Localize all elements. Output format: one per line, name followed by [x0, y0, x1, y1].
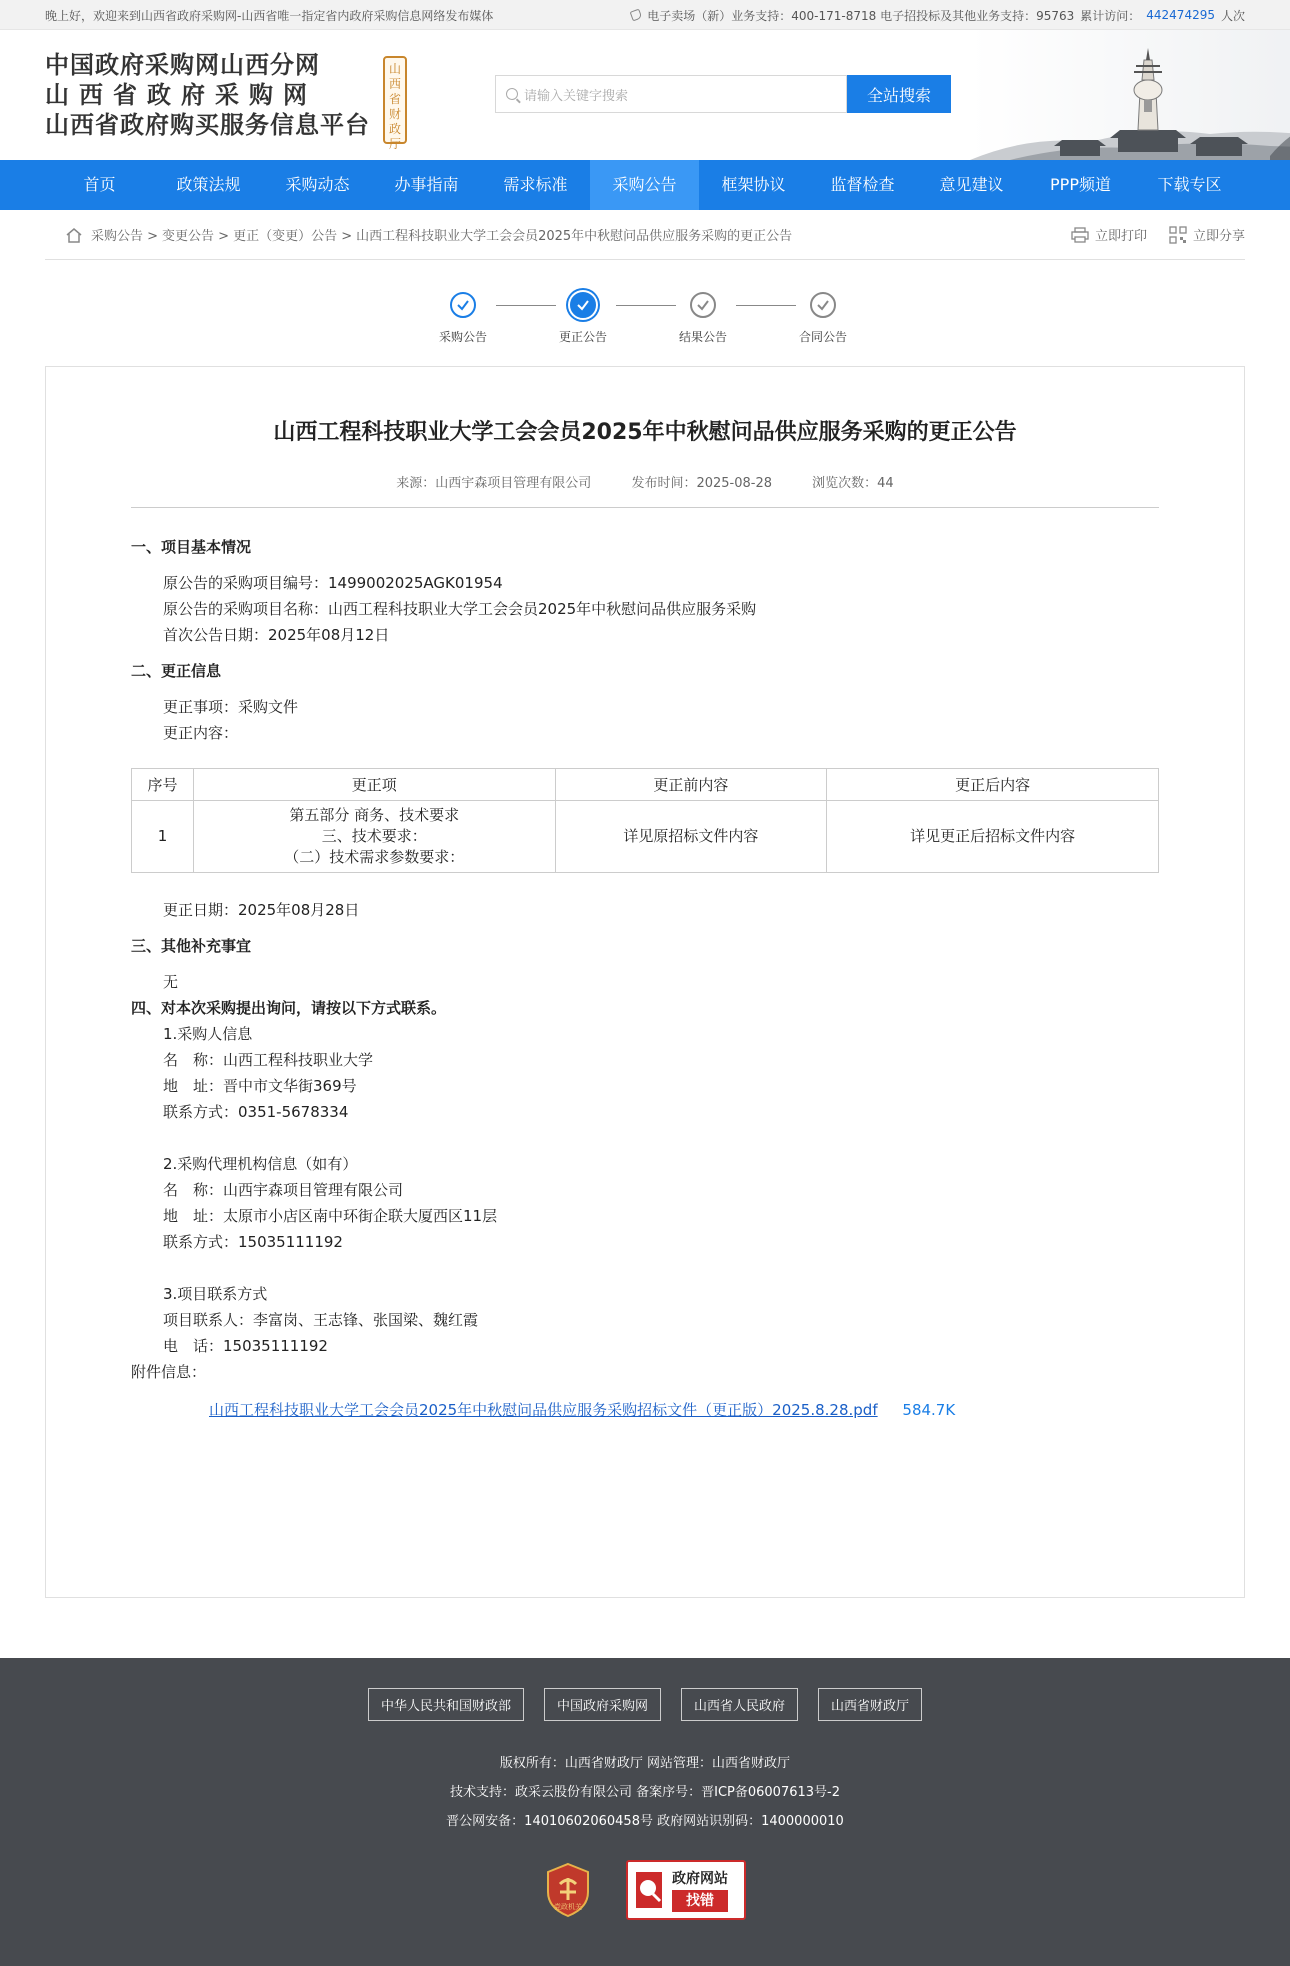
- footer-links: [0, 1688, 1290, 1721]
- table-header: 更正前内容: [555, 769, 827, 801]
- phone-icon: [630, 9, 643, 22]
- magnifier-icon: [632, 1868, 668, 1912]
- correction-content-label: 更正内容：: [163, 724, 239, 742]
- project-name: 原公告的采购项目名称：山西工程科技职业大学工会会员2025年中秋慰问品供应服务采购: [163, 600, 757, 618]
- footer-copyright: 版权所有：山西省财政厅 网站管理：山西省财政厅: [499, 1756, 791, 1771]
- breadcrumb-current: 山西工程科技职业大学工会会员2025年中秋慰问品供应服务采购的更正公告: [356, 229, 793, 244]
- article-body: [131, 534, 1159, 1423]
- check-icon: [450, 292, 476, 318]
- footer-link-shanxi-gov[interactable]: 山西省人民政府: [681, 1688, 798, 1721]
- section-heading: 二、更正信息: [131, 662, 222, 680]
- page-tools: [1071, 225, 1245, 244]
- welcome-text: 晚上好，欢迎来到山西省政府采购网-山西省唯一指定省内政府采购信息网络发布媒体: [45, 8, 494, 23]
- search-button[interactable]: 全站搜索: [847, 75, 951, 113]
- breadcrumb-bar: [45, 210, 1245, 260]
- print-label: 立即打印: [1094, 229, 1147, 244]
- nav-news[interactable]: 采购动态: [285, 175, 350, 194]
- site-footer: [0, 1658, 1290, 1966]
- step-procurement[interactable]: [423, 292, 503, 345]
- table-row: [132, 801, 1159, 873]
- badge2-top: 政府网站: [672, 1871, 728, 1887]
- correction-table: [131, 768, 1159, 873]
- step-correction[interactable]: [543, 292, 623, 345]
- purchaser-name: 名 称：山西工程科技职业大学: [163, 1051, 374, 1069]
- check-icon: [570, 292, 596, 318]
- project-phone: 电 话：15035111192: [163, 1337, 328, 1355]
- attachment-label: 附件信息：: [131, 1363, 207, 1381]
- breadcrumb-correction[interactable]: 更正（变更）公告 >: [233, 229, 353, 244]
- table-cell-no: 1: [132, 801, 194, 873]
- section-heading: 四、对本次采购提出询问，请按以下方式联系。: [131, 999, 447, 1017]
- project-code: 原公告的采购项目编号：1499002025AGK01954: [163, 574, 503, 592]
- visits-unit: 人次: [1220, 8, 1245, 23]
- agency-title: 2.采购代理机构信息（如有）: [163, 1155, 358, 1173]
- footer-link-mof[interactable]: 中华人民共和国财政部: [368, 1688, 524, 1721]
- main-nav: [0, 160, 1290, 210]
- article-views: 浏览次数：44: [812, 476, 894, 491]
- agency-phone: 联系方式：15035111192: [163, 1233, 343, 1251]
- print-button[interactable]: [1071, 225, 1147, 244]
- logo-line-3: 山西省政府购买服务信息平台: [45, 110, 370, 139]
- step-result[interactable]: [663, 292, 743, 345]
- agency-address: 地 址：太原市小店区南中环街企联大厦西区11层: [163, 1207, 498, 1225]
- step-label: 结果公告: [678, 330, 727, 344]
- check-icon: [690, 292, 716, 318]
- nav-ppp[interactable]: PPP频道: [1050, 175, 1111, 194]
- party-govt-badge-icon[interactable]: [544, 1862, 592, 1918]
- report-error-badge[interactable]: [626, 1860, 746, 1920]
- section-heading: 一、项目基本情况: [131, 538, 252, 556]
- logo-line-2: 山西省政府采购网: [45, 80, 317, 109]
- visits-label: 累计访问：: [1080, 8, 1141, 23]
- nav-downloads[interactable]: 下载专区: [1157, 175, 1222, 194]
- step-label: 更正公告: [558, 330, 607, 344]
- footer-link-finance-dept[interactable]: 山西省财政厅: [818, 1688, 922, 1721]
- share-label: 立即分享: [1192, 229, 1245, 244]
- nav-supervision[interactable]: 监督检查: [830, 175, 895, 194]
- purchaser-address: 地 址：晋中市文华街369号: [163, 1077, 357, 1095]
- nav-guide[interactable]: 办事指南: [394, 175, 459, 194]
- nav-announcements[interactable]: 采购公告: [590, 160, 699, 210]
- table-cell-item: [193, 801, 555, 873]
- home-icon[interactable]: [65, 227, 83, 243]
- printer-icon: [1071, 227, 1089, 243]
- attachment-size: 584.7K: [902, 1401, 956, 1419]
- table-cell-after: 详见更正后招标文件内容: [827, 801, 1159, 873]
- article-panel: [45, 366, 1245, 1598]
- footer-info: [0, 1749, 1290, 1836]
- attachment-row: [131, 1397, 1159, 1423]
- breadcrumb-change[interactable]: 变更公告 >: [162, 229, 230, 244]
- logo-line-1: 中国政府采购网山西分网: [45, 50, 320, 79]
- search-input[interactable]: [495, 75, 847, 113]
- top-strip: [0, 0, 1290, 30]
- footer-security-record: 晋公网安备：14010602060458号 政府网站识别码：1400000010: [446, 1814, 844, 1829]
- project-contact-title: 3.项目联系方式: [163, 1285, 268, 1303]
- article-source: 来源：山西宇森项目管理有限公司: [396, 476, 592, 491]
- qr-code-icon: [1169, 226, 1187, 244]
- visits-count: 442474295: [1146, 8, 1215, 22]
- nav-framework[interactable]: 框架协议: [721, 175, 786, 194]
- check-icon: [810, 292, 836, 318]
- support-text: 电子卖场（新）业务支持：400-171-8718 电子招投标及其他业务支持：95763: [647, 8, 1075, 23]
- site-search: [495, 75, 951, 113]
- site-header: [0, 30, 1290, 160]
- breadcrumb-procurement[interactable]: 采购公告 >: [91, 229, 159, 244]
- badge1-label: 党政机关: [554, 1903, 582, 1911]
- nav-feedback[interactable]: 意见建议: [939, 175, 1004, 194]
- badge2-bottom: 找错: [672, 1890, 728, 1912]
- page-title: 山西工程科技职业大学工会会员2025年中秋慰问品供应服务采购的更正公告: [273, 420, 1017, 445]
- step-label: 合同公告: [798, 330, 847, 344]
- finance-dept-seal: 山西省财政厅: [383, 56, 407, 144]
- first-notice-date: 首次公告日期：2025年08月12日: [163, 626, 390, 644]
- pagoda-scenery-illustration: [970, 30, 1290, 160]
- article-date: 发布时间：2025-08-28: [631, 476, 773, 491]
- title-divider: [131, 507, 1159, 508]
- nav-home[interactable]: 首页: [83, 175, 116, 194]
- nav-standards[interactable]: 需求标准: [503, 175, 568, 194]
- footer-tech-support: 技术支持：政采云股份有限公司 备案序号：晋ICP备06007613号-2: [449, 1785, 840, 1800]
- table-cell-before: 详见原招标文件内容: [555, 801, 827, 873]
- agency-name: 名 称：山西宇森项目管理有限公司: [163, 1181, 404, 1199]
- footer-badges: [0, 1860, 1290, 1920]
- share-button[interactable]: [1169, 225, 1245, 244]
- table-header: 序号: [132, 769, 194, 801]
- section-heading: 三、其他补充事宜: [131, 937, 252, 955]
- item-line: 三、技术要求：: [321, 827, 427, 845]
- table-header: 更正项: [193, 769, 555, 801]
- purchaser-title: 1.采购人信息: [163, 1025, 253, 1043]
- nav-policy[interactable]: 政策法规: [176, 175, 241, 194]
- step-label: 采购公告: [438, 330, 487, 344]
- attachment-link[interactable]: 山西工程科技职业大学工会会员2025年中秋慰问品供应服务采购招标文件（更正版）2025.8.28.pdf: [209, 1401, 878, 1419]
- site-logo[interactable]: [45, 50, 370, 140]
- purchaser-phone: 联系方式：0351-5678334: [163, 1103, 349, 1121]
- item-line: （二）技术需求参数要求：: [284, 848, 465, 866]
- search-placeholder: 请输入关键字搜索: [524, 88, 629, 104]
- correction-date: 更正日期：2025年08月28日: [163, 901, 360, 919]
- announcement-progress: [45, 260, 1245, 366]
- breadcrumb: [65, 225, 792, 244]
- correction-item: 更正事项：采购文件: [163, 698, 299, 716]
- search-icon: [506, 88, 518, 100]
- other-notes: 无: [163, 973, 179, 991]
- article-meta: [46, 472, 1244, 491]
- project-contacts: 项目联系人：李富岗、王志锋、张国梁、魏红霞: [163, 1311, 479, 1329]
- footer-link-ccgp[interactable]: 中国政府采购网: [544, 1688, 661, 1721]
- table-header: 更正后内容: [827, 769, 1159, 801]
- item-line: 第五部分 商务、技术要求: [289, 806, 460, 824]
- step-contract[interactable]: [783, 292, 863, 345]
